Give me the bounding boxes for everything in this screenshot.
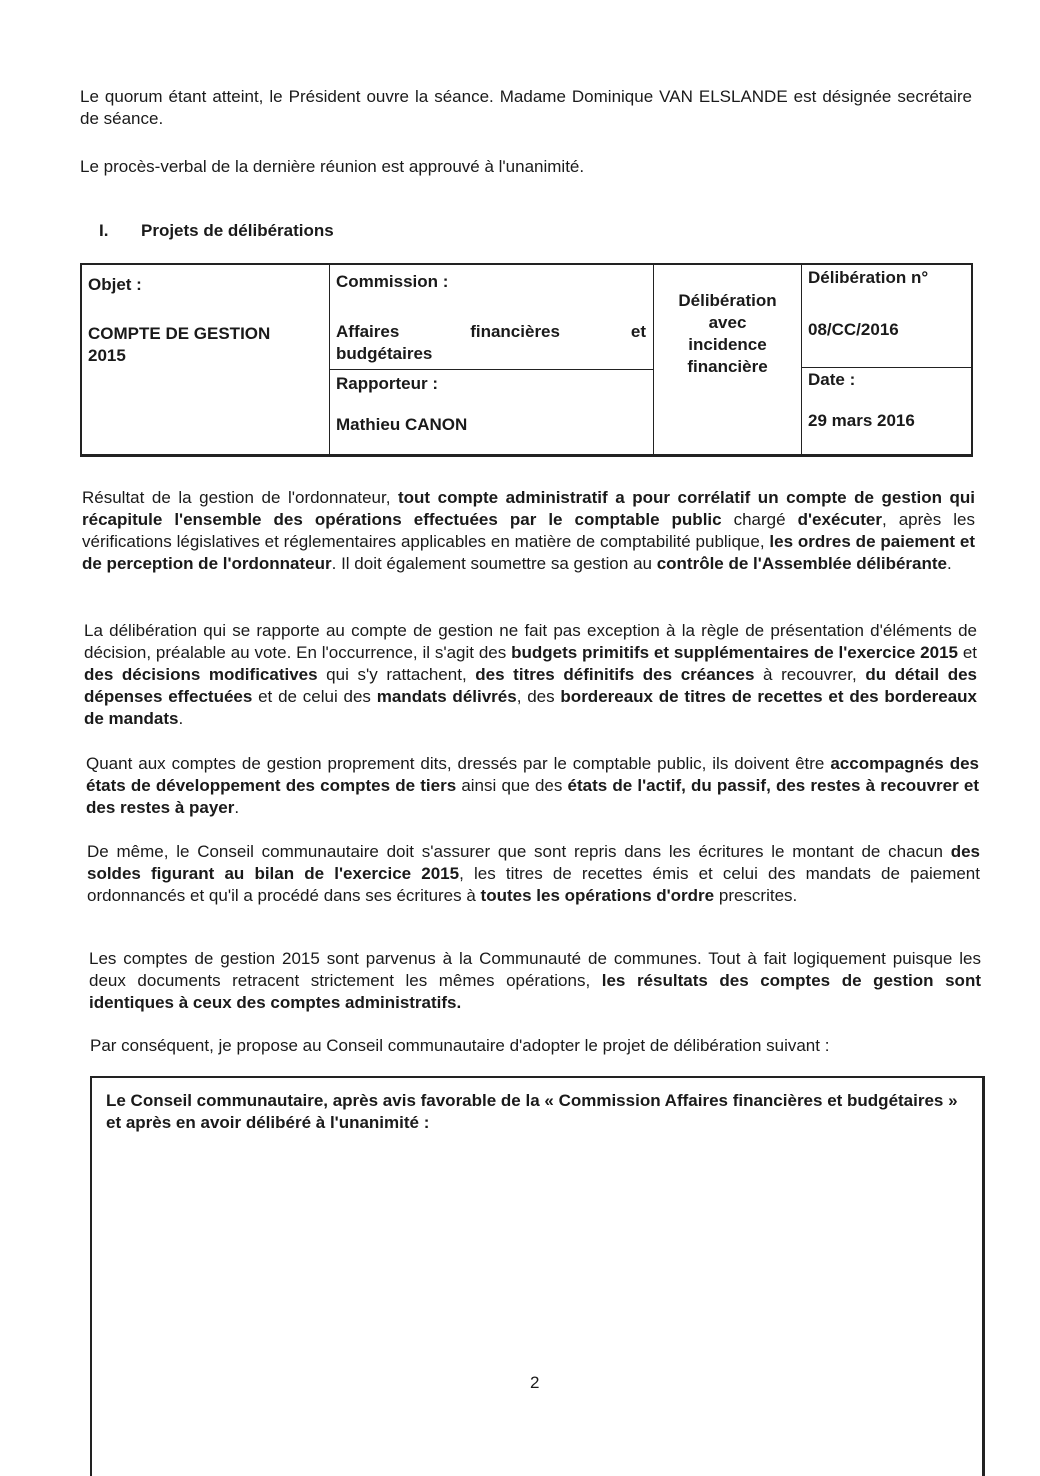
incidence-cell [654, 265, 802, 454]
objet-cell [82, 265, 330, 454]
paragraph-comptes: Quant aux comptes de gestion proprement dits, dressés par le comptable public, ils doivent être accompagnés des états de développement des comptes de tiers ainsi que des états de l'actif, du passif, des restes à recouvrer et des restes à payer. [86, 754, 979, 817]
date-label: Date : [808, 370, 856, 389]
commission-value-line-1 [336, 321, 646, 342]
section-title: Projets de délibérations [141, 221, 334, 240]
paragraph-soldes: De même, le Conseil communautaire doit s'assurer que sont repris dans les écritures le montant de chacun des soldes figurant au bilan de l'exercice 2015, les titres de recettes émis et celui des mandats de paiement ordonnancés et qu'il a procédé dans ses écritures à toutes les opérations d'ordre prescrites. [87, 842, 980, 905]
incidence-line-2: avec [708, 313, 747, 332]
page-number: 2 [530, 1373, 540, 1392]
incidence-line-4: financière [687, 357, 768, 376]
deliberation-number-label: Délibération n° [808, 268, 929, 287]
commission-word-1: Affaires [336, 322, 400, 341]
incidence-line-3: incidence [688, 335, 767, 354]
deliberation-box [90, 1076, 985, 1476]
paragraph-proposition: Par conséquent, je propose au Conseil communautaire d'adopter le projet de délibération suivant : [90, 1036, 830, 1055]
date-value: 29 mars 2016 [808, 411, 915, 430]
deliberation-divider [802, 367, 971, 368]
rapporteur-name: Mathieu CANON [336, 415, 468, 434]
section-number: I. [99, 221, 109, 240]
rapporteur-label: Rapporteur : [336, 374, 438, 393]
deliberation-number-value: 08/CC/2016 [808, 320, 899, 339]
paragraph-resultats: Les comptes de gestion 2015 sont parvenus à la Communauté de communes. Tout à fait logiquement puisque les deux documents retracent strictement les mêmes opérations, les résultats des comptes de gestion sont identiques à ceux des comptes administratifs. [89, 949, 981, 1012]
objet-line-2: 2015 [88, 346, 126, 365]
minutes-approval-paragraph: Le procès-verbal de la dernière réunion est approuvé à l'unanimité. [80, 157, 585, 176]
deliberation-table [80, 263, 973, 457]
objet-line-1: COMPTE DE GESTION [88, 324, 271, 343]
deliberation-number-cell [802, 265, 971, 454]
deliberation-box-text: Le Conseil communautaire, après avis favorable de la « Commission Affaires financières et budgétaires » et après en avoir délibéré à l'unanimité : [106, 1091, 958, 1132]
quorum-paragraph: Le quorum étant atteint, le Président ouvre la séance. Madame Dominique VAN ELSLANDE est désignée secrétaire de séance. [80, 87, 972, 128]
commission-word-2: financières [470, 322, 560, 341]
paragraph-gestion: Résultat de la gestion de l'ordonnateur, tout compte administratif a pour corrélatif un compte de gestion qui récapitule l'ensemble des opérations effectuées par le comptable public chargé d'exécuter, après les vérifications législatives et réglementaires applicables en matière de comptabilité publique, les ordres de paiement et de perception de l'ordonnateur. Il doit également soumettre sa gestion au contrôle de l'Assemblée délibérante. [82, 488, 975, 573]
commission-word-3: et [630, 322, 646, 341]
commission-cell [330, 265, 654, 454]
section-heading [99, 221, 334, 241]
paragraph-deliberation: La délibération qui se rapporte au compte de gestion ne fait pas exception à la règle de présentation d'éléments de décision, préalable au vote. En l'occurrence, il s'agit des budgets primitifs et supplémentaires de l'exercice 2015 et des décisions modificatives qui s'y rattachent, des titres définitifs des créances à recouvrer, du détail des dépenses effectuées et de celui des mandats délivrés, des bordereaux de titres de recettes et des bordereaux de mandats. [84, 621, 978, 728]
commission-value-line-2: budgétaires [336, 344, 433, 363]
commission-divider [330, 369, 653, 370]
objet-label: Objet : [88, 275, 142, 294]
commission-label: Commission : [336, 272, 449, 291]
incidence-line-1: Délibération [678, 291, 777, 310]
